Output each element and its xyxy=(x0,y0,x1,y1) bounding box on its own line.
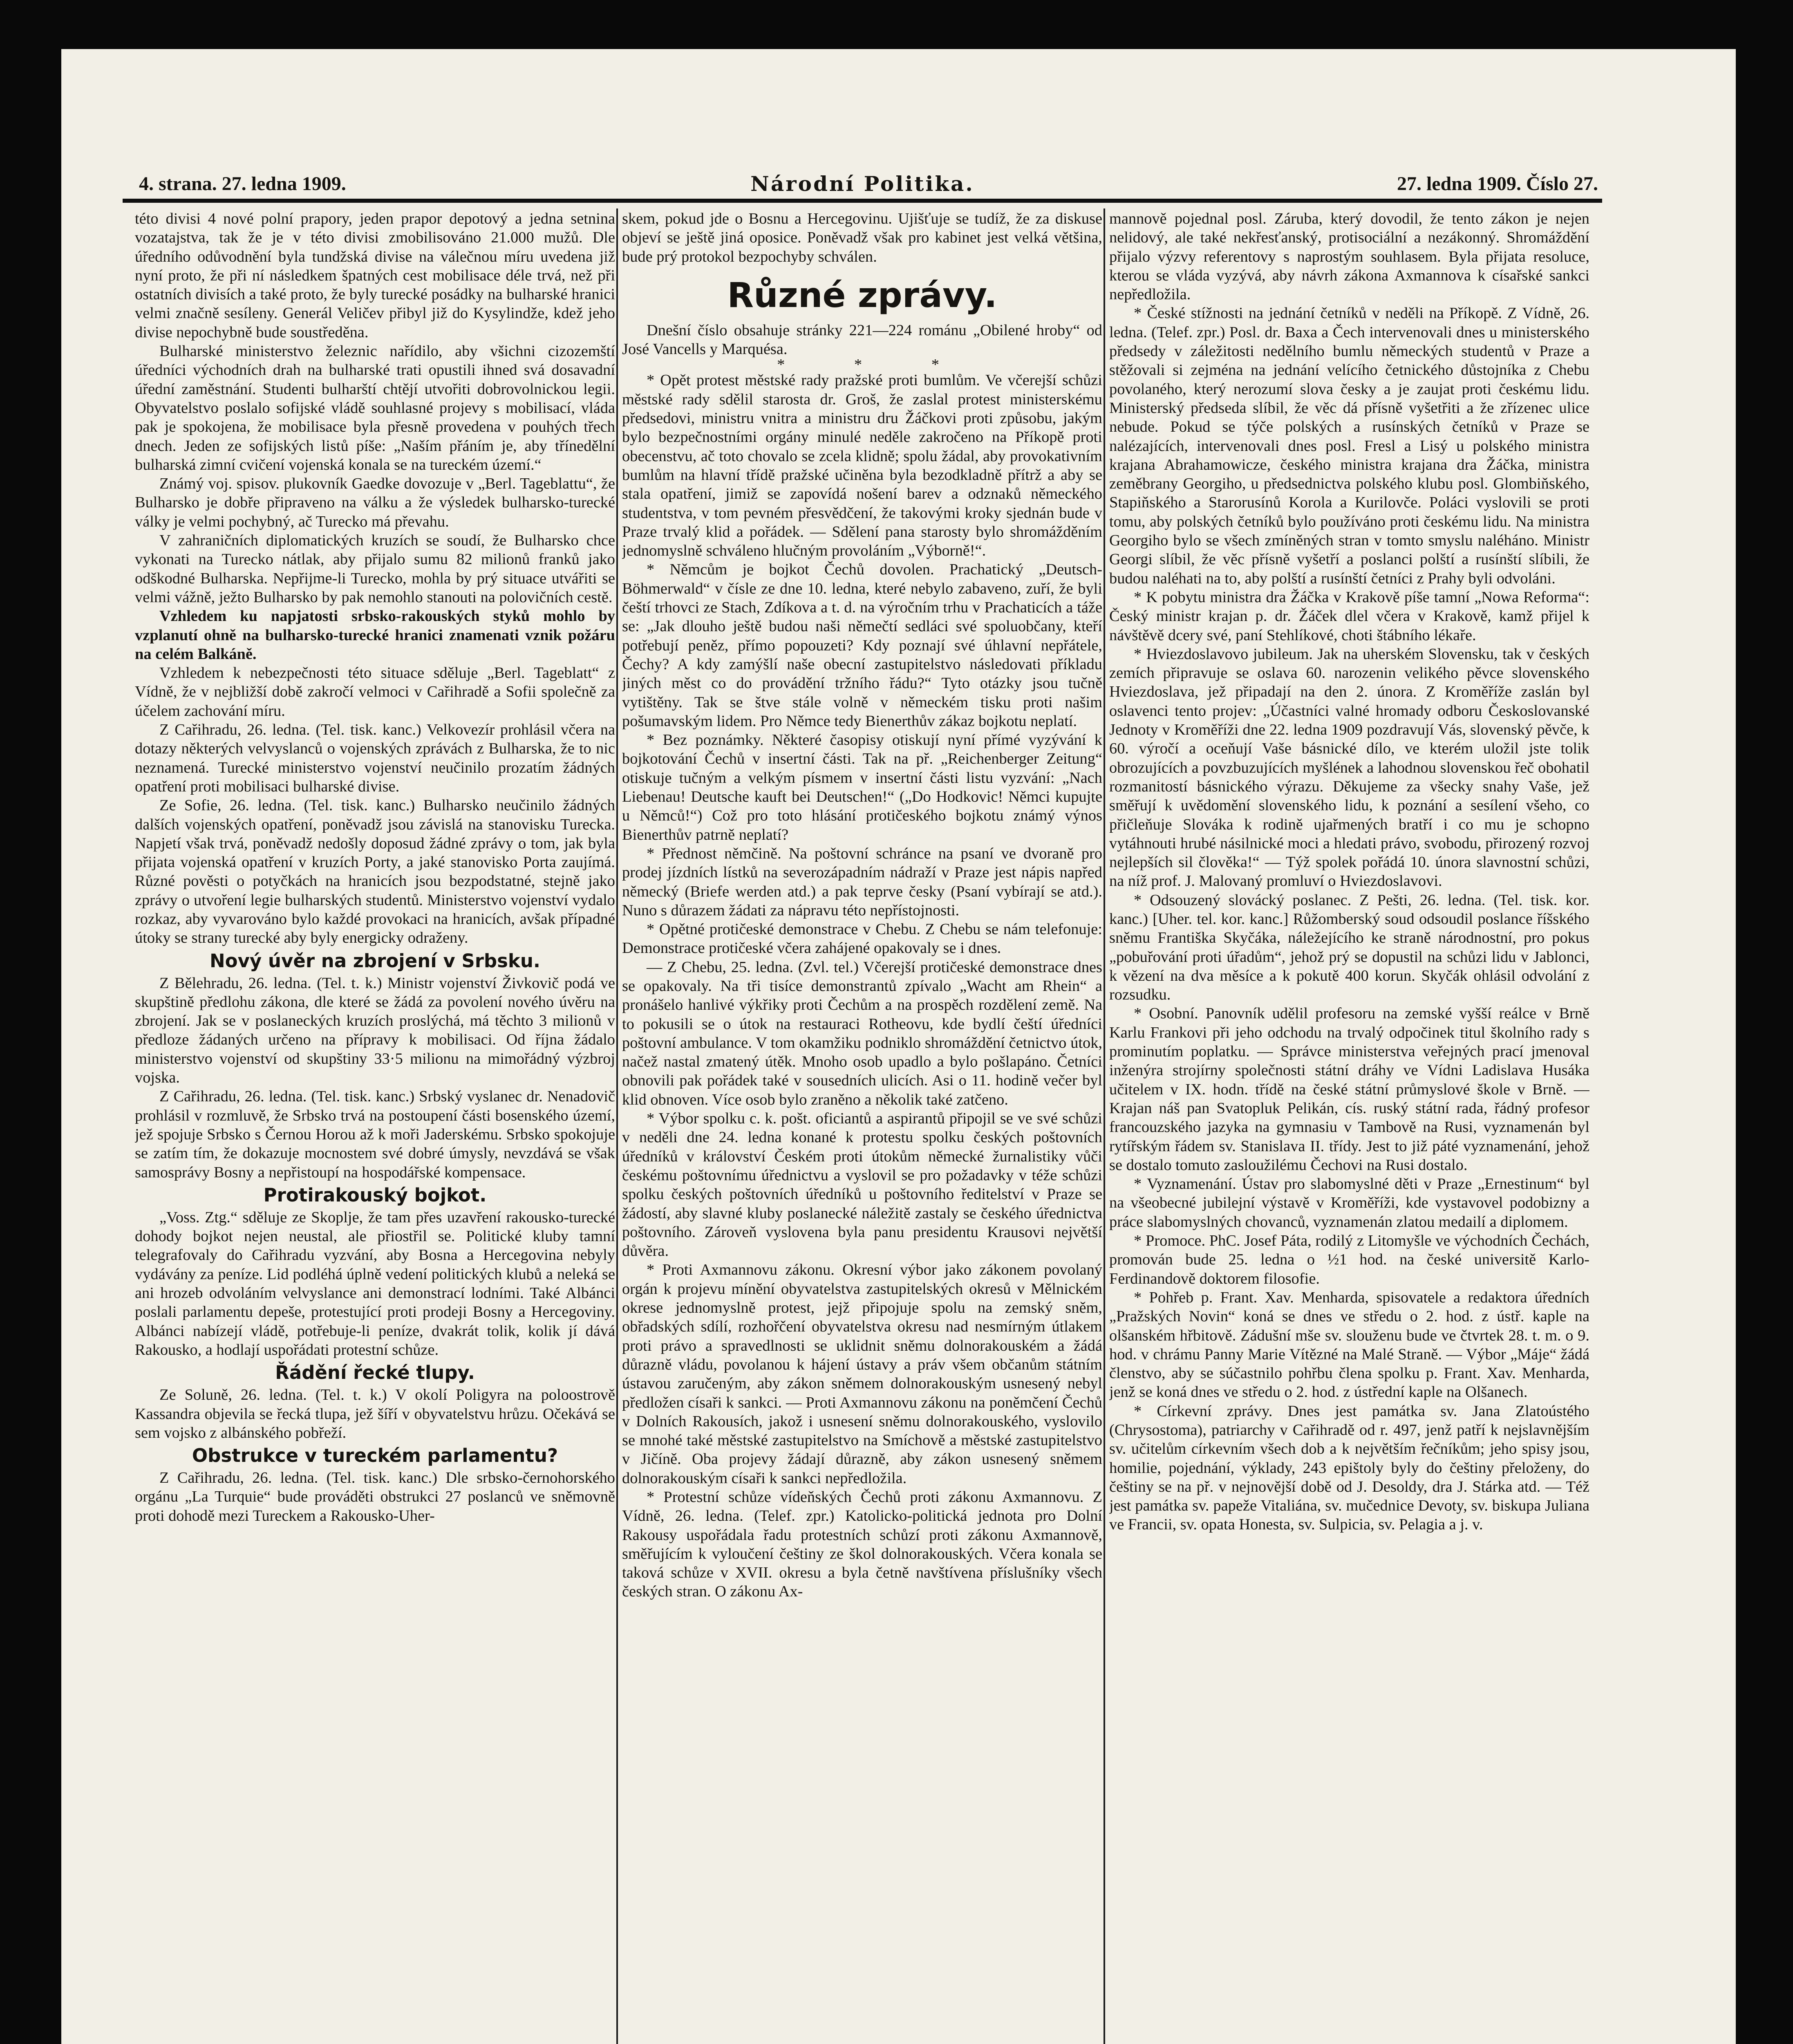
column-divider xyxy=(1104,208,1105,2044)
article-heading: Řádění řecké tlupy. xyxy=(275,1362,475,1384)
news-item: * Opět protest městské rady pražské proti bumlům. Ve včerejší schůzi městské rady sdělil starosta dr. Groš, že zaslal protest ministerskému předsedovi, ministru vnitra a ministru dru Žáčkovi proti způsobu, jakým bylo bezpečnostními orgány minulé neděle zakročeno na Příkopě proti obecenstvu, ač toto chovalo se zcela klidně; spolu žádal, aby provokativním bumlům na hlavní třídě pražské učiněna byla bezodkladně přítrž a aby se stala opatření, jimiž se zapovídá nošení barev a odznaků německého studentstva, v tom pevném přesvědčení, že takovými kroky sjednán bude v Praze trvalý klid a pořádek. — Sdělení pana starosty bylo shromážděním jednomyslně schváleno hlučným provoláním „Výborně!“. xyxy=(622,372,1102,560)
page-number-date: 4. strana. 27. ledna 1909. xyxy=(139,173,346,195)
news-item: * Hviezdoslavovo jubileum. Jak na uherském Slovensku, tak v českých zemích připravuje se oslava 60. narozenin velikého pěvce slovenského Hviezdoslava, jež připadají na den 2. února. Z Kroměříže zaslán byl oslavenci tento projev: „Účastníci valné hromady odboru Českoslovanské Jednoty v Kroměříži dne 22. ledna 1909 pozdravují Vás, slovenský pěvče, k 60. výročí a oceňují Vaše básnické dílo, ve kterém uložil jste tolik obrozujících a povzbuzujících myšlének a lahodnou slovenskou řeč obohatil rozmanitostí básnického výrazu. Děkujeme za všecky snahy Vaše, jež směřují k uvědomění slovenského lidu, k poznání a sesílení všeho, co přičleňuje Slováka k rodině ujařmených bratří i co mu je schopno vytáhnouti hrubé násilnické moci a hledati právo, svobodu, přirozený rozvoj nejlepších sil člověka!“ — Týž spolek pořádá 10. února slavnostní schůzi, na níž prof. J. Malovaný promluví o Hviezdoslavovi. xyxy=(1109,645,1589,890)
column-left xyxy=(135,209,615,2044)
article-paragraph: Z Cařihradu, 26. ledna. (Tel. tisk. kanc.) Srbský vyslanec dr. Nenadovič prohlásil v rozmluvě, že Srbsko trvá na postoupení části bosenského území, jež spojuje Srbsko s Černou Horou až k moři Jaderskému. Srbsko spokojuje se zatím tím, že dokazuje mocnostem své dobré úmysly, nevzdává se však samosprávy Bosny a nepřistoupí na hospodářské kompensace. xyxy=(135,1088,615,1181)
article-paragraph: Z Cařihradu, 26. ledna. (Tel. tisk. kanc.) Velkovezír prohlásil včera na dotazy některých velvyslanců o vojenských zprávách z Bulharska, že to nic neznamená. Turecké ministerstvo vojenství neučinilo prozatím žádných opatření proti mobilisaci bulharské divise. xyxy=(135,721,615,795)
article-paragraph: Vzhledem k nebezpečnosti této situace sděluje „Berl. Tageblatt“ z Vídně, že v nejbližší době zakročí velmoci v Cařihradě a Sofii společně za účelem zachování míru. xyxy=(135,664,615,719)
article-heading: Obstrukce v tureckém parlamentu? xyxy=(192,1445,558,1467)
section-heading: Různé zprávy. xyxy=(727,275,997,315)
article-paragraph: Z Cařihradu, 26. ledna. (Tel. tisk. kanc.) Dle srbsko-černohorského orgánu „La Turquie“ bude prováděti obstrukci 27 poslanců ve sněmovně proti dohodě mezi Tureckem a Rakousko-Uher- xyxy=(135,1469,615,1524)
news-item: * Pohřeb p. Frant. Xav. Menharda, spisovatele a redaktora úředních „Pražských Novin“ koná se dnes ve středu o 2. hod. z ústř. kaple na olšanském hřbitově. Zádušní mše sv. slouženu bude ve čtvrtek 28. t. m. o 9. hod. v chrámu Panny Marie Vítězné na Malé Straně. — Výbor „Máje“ žádá členstvo, aby se súčastnilo pohřbu člena spolku p. Frant. Xav. Menharda, jenž se koná dnes ve středu o 2. hod. z ústřední kaple na Olšanech. xyxy=(1109,1289,1589,1401)
article-paragraph: mannově pojednal posl. Záruba, který dovodil, že tento zákon je nejen nelidový, ale také nekřesťanský, protisociální a nezákonný. Shromáždění přijalo výzvy referentovy s naprostým souhlasem. Byla přijata resoluce, kterou se vláda vyzývá, aby návrh zákona Axmannova k císařské sankci nepředložila. xyxy=(1109,210,1589,303)
article-paragraph: Dnešní číslo obsahuje stránky 221—224 románu „Obilené hroby“ od José Vancells y Marquésa. xyxy=(622,321,1102,358)
separator-asterisks: * * * xyxy=(777,356,972,374)
news-item: * Přednost němčině. Na poštovní schránce na psaní ve dvoraně pro prodej jízdních lístků na severozápadním nádraží v Praze jest nápis napřed německý (Briefe werden atd.) a pak teprve česky (Psaní vybírají se atd.). Nuno s důrazem žádati za nápravu této nepřístojnosti. xyxy=(622,845,1102,919)
news-item: * Odsouzený slovácký poslanec. Z Pešti, 26. ledna. (Tel. tisk. kor. kanc.) [Uher. tel. kor. kanc.] Růžomberský soud odsoudil poslance říšského sněmu Františka Skyčáka, náležejícího ke straně národnostní, pro pokus „pobuřování proti úřadům“, jehož prý se dopustil na schůzi lidu v Jablonci, k vězení na dva měsíce a k pokutě 400 korun. Skyčák ohlásil odvolání z rozsudku. xyxy=(1109,891,1589,1004)
news-item: * Bez poznámky. Některé časopisy otiskují nyní přímé vyzývání k bojkotování Čechů v insertní části. Tak na př. „Reichenberger Zeitung“ otiskuje tučným a velkým písmem v insertní části listu vyzvání: „Nach Liebenau! Deutsche kauft bei Deutschen!“ („Do Hodkovic! Němci kupujte u Němců!“) Což pro toto hlásání protičeského bojkotu známý výnos Bienerthův patrně neplatí? xyxy=(622,731,1102,843)
article-paragraph: „Voss. Ztg.“ sděluje ze Skoplje, že tam přes uzavření rakousko-turecké dohody bojkot nejen neustal, ale přiostřil se. Politické kluby tamní telegrafovaly do Cařihradu vyzvání, aby Bosna a Hercegovina nebyly vydávány za peníze. Lid podléhá úplně vedení politických klubů a neleká se ani hrozeb odvoláním velvyslance ani demonstrací lodními. Také Albánci poslali parlamentu depeše, protestující proti prodeji Bosny a Hercegoviny. Albánci nabízejí vládě, potřebuje-li peníze, dvakrát tolik, kolik jí dává Rakousko, a hodlají uspořádati protestní schůze. xyxy=(135,1208,615,1358)
news-item: * České stížnosti na jednání četníků v neděli na Příkopě. Z Vídně, 26. ledna. (Telef. zpr.) Posl. dr. Baxa a Čech intervenovali dnes u ministerského předsedy v záležitosti nedělního bumlu německých studentů v Praze a stěžovali si zejména na jednání velícího četnického důstojníka z Chebu povolaného, který nerozumí slova česky a je zaujat proti českému lidu. Ministerský předseda slíbil, že věc dá přísně vyšetřiti a že zřízenec ulice nebude. Pokud se týče polských a rusínských četníků v Praze se nalézajících, intervenovali dnes posl. Fresl a Lisý u polského ministra krajana Abrahamowicze, českého ministra krajana dra Žáčka, ministra zeměbrany Georgiho, u předsednictva polského klubu posl. Glombiňského, Stapiňského a Starorusínů Korola a Kurilovče. Poláci vyslovili se proti tomu, aby polských četníků bylo používáno proti českému lidu. Na ministra Georgiho bylo se všech zmíněných stran v tomto smyslu naléháno. Ministr Georgi slíbil, že věc přísně vyšetří a poslanci polští a rusínští slíbili, že budou naléhati na to, aby polští a rusínští četníci z Prahy byli odvoláni. xyxy=(1109,305,1589,587)
news-item: * Osobní. Panovník udělil profesoru na zemské vyšší reálce v Brně Karlu Frankovi při jeho odchodu na trvalý odpočinek titul školního rady s prominutím poplatku. — Správce ministerstva veřejných prací jmenoval inženýra strojírny společnosti státní dráhy ve Vídni Ladislava Husáka učitelem v IX. hodn. třídě na české státní průmyslové škole v Brně. — Krajan náš pan Svatopluk Pelikán, cís. ruský státní rada, řádný profesor francouzského jazyka na gymnasiu v Tambově na Rusi, vyznamenán byl rytířským řádem sv. Stanislava II. třídy. Jest to již páté vyznamenání, jehož se dostalo tomuto zasloužilému Čechovi na Rusi dostalo. xyxy=(1109,1005,1589,1174)
news-item: — Z Chebu, 25. ledna. (Zvl. tel.) Včerejší protičeské demonstrace dnes se opakovaly. Na tři tisíce demonstrantů zpívalo „Wacht am Rhein“ a pronášelo hanlivé výkřiky proti Čechům a na prospěch rozdělení země. Na to pokusili se o útok na restauraci Rotheovu, kde bydlí čeští úředníci poštovní ambulance. V tom okamžiku podniklo shromáždění četnictvo útok, načež nastal zmatený útěk. Mnoho osob upadlo a bylo pošlapáno. Četníci obnovili pak pořádek také v sousedních ulicích. Asi o 11. hodině večer byl klid obnoven. Více osob bylo zraněno a několik také zatčeno. xyxy=(622,958,1102,1108)
news-item: * Církevní zprávy. Dnes jest památka sv. Jana Zlatoústého (Chrysostoma), patriarchy v Cařihradě od r. 497, jenž patří k nejslavnějším sv. učitelům církevním všech dob a k největším řečníkům; jeho spisy jsou, homilie, pojednání, výklady, 243 epištoly byly do češtiny přeloženy, do češtiny se na př. v nejnovější době od J. Desoldy, dra J. Stárka atd. — Též jest památka sv. papeže Vitaliána, sv. mučednice Devoty, sv. biskupa Juliana ve Francii, sv. opata Honesta, sv. Sulpicia, sv. Pelagia a j. v. xyxy=(1109,1402,1589,1533)
article-heading: Protirakouský bojkot. xyxy=(263,1184,487,1206)
header-rule xyxy=(123,199,1602,203)
news-item: * Vyznamenání. Ústav pro slabomyslné děti v Praze „Ernestinum“ byl na všeobecné jubilejní výstavě v Kroměříži, kde vystavovel podobizny a práce slabomyslných chovanců, vyznamenán zlatou medailí a diplomem. xyxy=(1109,1175,1589,1230)
newspaper-page xyxy=(123,172,1602,2044)
article-paragraph: Ze Sofie, 26. ledna. (Tel. tisk. kanc.) Bulharsko neučinilo žádných dalších vojenských opatření, poněvadž jsou závislá na stanovisku Turecka. Napjetí však trvá, poněvadž nedošly doposud žádné zprávy o tom, jak byla přijata vojenská opatření v kruzích Porty, a jaké stanovisko Porta zaujímá. Různé pověsti o potyčkách na hranicích jsou bezpodstatné, stejně jako zprávy o utvoření legie bulharských studentů. Ministerstvo vojenství vydalo rozkaz, aby vyvarováno bylo každé provokaci na hranicích, avšak případné útoky se strany turecké aby byly energicky odraženy. xyxy=(135,797,615,947)
column-right xyxy=(1109,209,1589,2044)
article-heading: Nový úvěr na zbrojení v Srbsku. xyxy=(210,950,540,972)
news-item: * Protestní schůze vídeňských Čechů proti zákonu Axmannovu. Z Vídně, 26. ledna. (Telef. zpr.) Katolicko-politická jednota pro Dolní Rakousy uspořádala řadu protestních schůzí proti zákonu Axmannově, směřujícím k vyloučení češtiny ze škol dolnorakouských. Včera konala se taková schůze v XVII. okresu a byla četně navštívena příslušníky všech českých stran. O zákonu Ax- xyxy=(622,1488,1102,1600)
article-paragraph: Z Bělehradu, 26. ledna. (Tel. t. k.) Ministr vojenství Živkovič podá ve skupštině předlohu zákona, dle které se žádá za povolení nového úvěru na zbrojení. Jak se v poslaneckých kruzích proslýchá, má těchto 3 milionů v předloze žádaných určeno na přípravy k mobilisaci. Od října žádalo ministerstvo vojenství od skupštiny 33·5 milionu na mimořádný výzbroj vojska. xyxy=(135,974,615,1087)
newspaper-title: Národní Politika. xyxy=(750,172,974,196)
article-paragraph: Známý voj. spisov. plukovník Gaedke dovozuje v „Berl. Tageblattu“, že Bulharsko je dobře připraveno na válku a že výsledek bulharsko-turecké války je velmi pochybný, ač Turecko má převahu. xyxy=(135,475,615,530)
news-item: * Proti Axmannovu zákonu. Okresní výbor jako zákonem povolaný orgán k projevu mínění obyvatelstva zastupitelských okresů v Mělnickém okrese jednomyslně protest, jejž připojuje spolu na zemský sněm, obřadských sdílí, rozhořčení obyvatelstva okresu nad nesmírným útlakem proti právo a spravedlnosti se uklidnit sněmu dolnorakouském a žádá důrazně vládu, povolanou k hájení ústavy a práv všem občanům státním ústavou zaručeným, aby zákon sněmem dolnorakouským usnesený nebyl předložen císaři k sankci. — Proti Axmannovu zákonu na poněmčení Čechů v Dolních Rakousích, jakož i usnesení sněmu dolnorakouského, vyslovilo se mnohé také městské zastupitelstvo na Smíchově a městské zastupitelstvo v Jičíně. Oba projevy žádají důrazně, aby zákon usnesený sněmem dolnorakouským císaři k sankci nepředložila. xyxy=(622,1261,1102,1487)
column-middle xyxy=(622,209,1102,2044)
news-item: * K pobytu ministra dra Žáčka v Krakově píše tamní „Nowa Reforma“: Český ministr krajan p. dr. Žáček dlel včera v Krakově, kamž přijel k návštěvě dcery své, paní Stehlíkové, choti štábního lékaře. xyxy=(1109,588,1589,644)
news-item: * Opětné protičeské demonstrace v Chebu. Z Chebu se nám telefonuje: Demonstrace protičeské včera zahájené opakovaly se i dnes. xyxy=(622,921,1102,957)
column-divider xyxy=(616,208,618,2044)
news-item: * Němcům je bojkot Čechů dovolen. Prachatický „Deutsch-Böhmerwald“ v čísle ze dne 10. ledna, které nebylo zabaveno, zuří, že byli čeští trhovci ze Stach, Zdíkova a t. d. na výročním trhu v Prachaticích a táže se: „Jak dlouho ještě budou naši němečtí sedláci své spoluobčany, kteří potřebují peněz, přímo popouzeti? Kdy poznají své úhlavní nepřátele, Čechy? A kdy zamýšlí naše obecní zastupitelstvo následovati příkladu jiných měst co do provádění tržního řádu?“ Tyto otázky jsou tučně vytištěny. Tak se štve stále volně v německém tisku proti našim pošumavským lidem. Pro Němce tedy Bienerthův zákaz bojkotu neplatí. xyxy=(622,561,1102,730)
masthead xyxy=(123,172,1602,200)
article-paragraph: Bulharské ministerstvo železnic nařídilo, aby všichni cizozemští úředníci východních drah na bulharské trati opustili ihned svá dosavadní úřední zaměstnání. Studenti bulharští chtějí utvořiti dobrovolnickou legii. Obyvatelstvo poslalo sofijské vládě souhlasné projevy s mobilisací, vláda pak je spokojena, že mobilisace byla přesně provedena v pouhých třech dnech. Jeden ze sofijských listů píše: „Naším přáním je, aby třínedělní bulharská zimní cvičení vojenská konala se na tureckém území.“ xyxy=(135,343,615,473)
article-paragraph: V zahraničních diplomatických kruzích se soudí, že Bulharsko chce vykonati na Turecko nátlak, aby přijalo sumu 82 milionů franků jako odškodné Bulharska. Nepřijme-li Turecko, mohla by prý situace utvářiti se velmi vážně, ježto Bulharsko by pak nemohlo stanouti na polovičních cestě. xyxy=(135,532,615,606)
news-item: * Výbor spolku c. k. pošt. oficiantů a aspirantů připojil se ve své schůzi v neděli dne 24. ledna konané k protestu spolku českých poštovních úředníků v království Českém proti útokům německé žurnalistiky vůči českému poštovnímu úřednictvu a vyslovil se pro požadavky v téže schůzi spolku českých poštovních úředníků u poštovního ředitelství v Praze se žádostí, aby slavné kluby poslanecké náležitě zastaly se českého úřednictva poštovního. Zároveň vyslovena byla panu presidentu Krausovi největší důvěra. xyxy=(622,1110,1102,1260)
issue-date-number: 27. ledna 1909. Číslo 27. xyxy=(1397,173,1598,195)
article-paragraph: této divisi 4 nové polní prapory, jeden prapor depotový a jedna setnina vozatajstva, tak že je v této divisi zmobilisováno 21.000 mužů. Dle úředního odůvodnění byla tundžská divise na válečnou míru uvedena již nyní proto, že při ní následkem špatných cest mobilisace déle trvá, než při ostatních divisích a také proto, že byly turecké posádky na bulharské hranici velmi značně sesíleny. Generál Veličev přibyl již do Kysylindže, kdež jeho divise nepochybně bude soustředěna. xyxy=(135,210,615,341)
article-paragraph: skem, pokud jde o Bosnu a Hercegovinu. Ujišťuje se tudíž, že za diskuse objeví se ještě jiná oposice. Poněvadž však pro kabinet jest velká většina, bude prý protokol bezpochyby schválen. xyxy=(622,210,1102,265)
article-paragraph-emphasis: Vzhledem ku napjatosti srbsko-rakouských styků mohlo by vzplanutí ohně na bulharsko-turecké hranici znamenati vznik požáru na celém Balkáně. xyxy=(135,607,615,663)
article-paragraph: Ze Soluně, 26. ledna. (Tel. t. k.) V okolí Poligyra na poloostrově Kassandra objevila se řecká tlupa, jež šíří v obyvatelstvu hrůzu. Očekává se sem vojsko z albánského pobřeží. xyxy=(135,1386,615,1441)
news-item: * Promoce. PhC. Josef Páta, rodilý z Litomyšle ve východních Čechách, promován bude 25. ledna o ½1 hod. na české universitě Karlo-Ferdinandově doktorem filosofie. xyxy=(1109,1232,1589,1287)
